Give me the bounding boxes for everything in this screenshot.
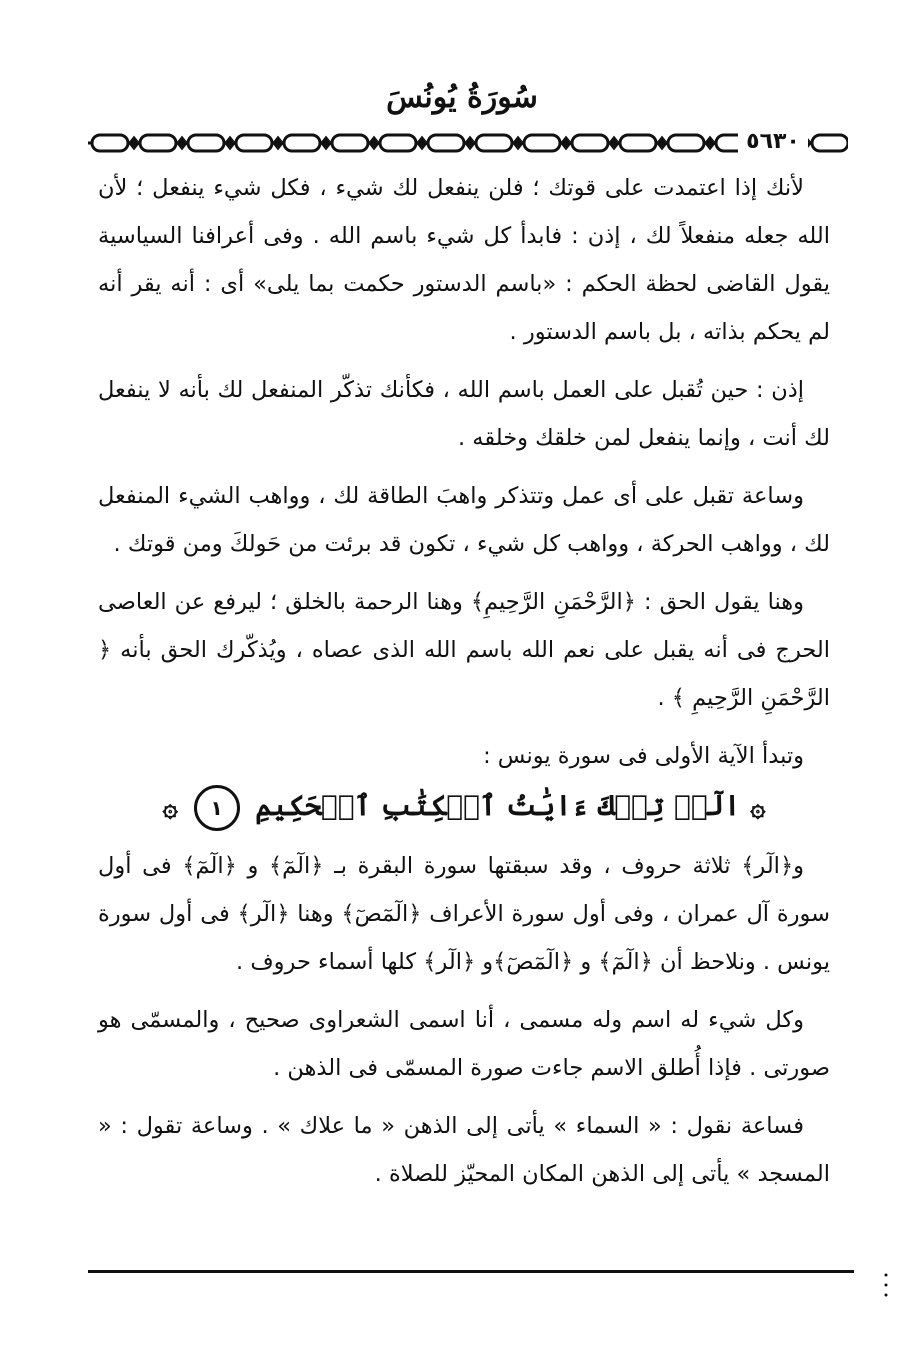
surah-title: سُورَةُ يُونُسَ — [386, 80, 538, 115]
edge-dots-icon — [884, 1272, 888, 1298]
border-link — [620, 135, 656, 151]
paragraph: وكل شيء له اسم وله مسمى ، أنا اسمى الشعراوى صحيح ، والمسمّى هو صورتى . فإذا أُطلق الاسم جاءت صورة المسمّى فى الذهن . — [98, 1006, 830, 1081]
paragraph: إذن : حين تُقبل على العمل باسم الله ، فكأنك تذكّر المنفعل لك بأنه لا ينفعل لك أنت ، وإنما ينفعل لمن خلقك وخلقه . — [98, 377, 830, 451]
paragraph: لأنك إذا اعتمدت على قوتك ؛ فلن ينفعل لك شيء ، فكل شيء ينفعل ؛ لأن الله جعله منفعلاً لك ، إذن : فابدأ كل شيء باسم الله . وفى أعرافنا السياسية يقول القاضى لحظة الحكم : «باسم الدستور حكمت بما يلى» أى : أنه يقر أنه لم يحكم بذاته ، بل باسم الدستور . — [98, 175, 830, 345]
border-link — [524, 135, 560, 151]
border-diamond — [130, 138, 138, 148]
border-link — [332, 135, 368, 151]
border-diamond — [418, 138, 426, 148]
border-diamond — [706, 138, 714, 148]
border-diamond — [610, 138, 618, 148]
paragraph: فساعة نقول : « السماء » يأتى إلى الذهن « ما علاك » . وساعة تقول : « المسجد » يأتى إلى الذهن المكان المحيّز للصلاة . — [98, 1112, 830, 1187]
border-diamond — [370, 138, 378, 148]
border-diamond — [562, 138, 570, 148]
border-diamond — [226, 138, 234, 148]
page-number: ٥٦٣٠ — [738, 124, 808, 160]
border-link — [572, 135, 608, 151]
verse-ornament-icon: ۞ — [162, 792, 178, 823]
border-diamond — [322, 138, 330, 148]
border-link — [188, 135, 224, 151]
verse-intro: وتبدأ الآية الأولى فى سورة يونس : — [483, 743, 804, 769]
decorative-border-band — [88, 132, 848, 154]
border-diamond — [178, 138, 186, 148]
border-link — [236, 135, 272, 151]
paragraph: و﴿الٓر﴾ ثلاثة حروف ، وقد سبقتها سورة البقرة بـ ﴿الٓمٓ﴾ و ﴿الٓمٓ﴾ فى أول سورة آل عمران ، وفى أول سورة الأعراف ﴿الٓمٓصٓ﴾ وهنا ﴿الٓر﴾ فى أول سورة يونس . ونلاحظ أن ﴿الٓمٓ﴾ و ﴿الٓمٓصٓ﴾و ﴿الٓر﴾ كلها أسماء حروف . — [98, 852, 830, 975]
border-link — [92, 135, 128, 151]
border-link — [812, 135, 848, 151]
border-diamond — [514, 138, 522, 148]
border-link — [668, 135, 704, 151]
border-link — [380, 135, 416, 151]
verse-text: الٓرۚ تِلۡكَ ءَايَٰتُ ٱلۡكِتَٰبِ ٱلۡحَكِيمِ — [255, 789, 741, 822]
footer-rule — [88, 1270, 854, 1273]
paragraph: وهنا يقول الحق : ﴿الرَّحْمَنِ الرَّحِيمِ﴾ وهنا الرحمة بالخلق ؛ ليرفع عن العاصى الحرج فى أنه يقبل على نعم الله باسم الله الذى عصاه ، ويُذكّرك الحق بأنه ﴿ الرَّحْمَنِ الرَّحِيمِ ﴾ . — [98, 589, 830, 711]
verse-ornament-icon: ۞ — [750, 792, 766, 823]
paragraph: وساعة تقبل على أى عمل وتتذكر واهبَ الطاقة لك ، وواهب الشيء المنفعل لك ، وواهب الحركة ، وواهب كل شيء ، تكون قد برئت من حَولكَ ومن قوتك . — [98, 483, 830, 557]
ayah-number-badge: ١ — [194, 785, 240, 831]
border-diamond — [466, 138, 474, 148]
border-diamond — [658, 138, 666, 148]
border-link — [476, 135, 512, 151]
border-link — [140, 135, 176, 151]
border-link — [428, 135, 464, 151]
commentary-body — [98, 164, 830, 1208]
border-diamond — [274, 138, 282, 148]
border-link — [284, 135, 320, 151]
quran-verse — [98, 780, 830, 834]
